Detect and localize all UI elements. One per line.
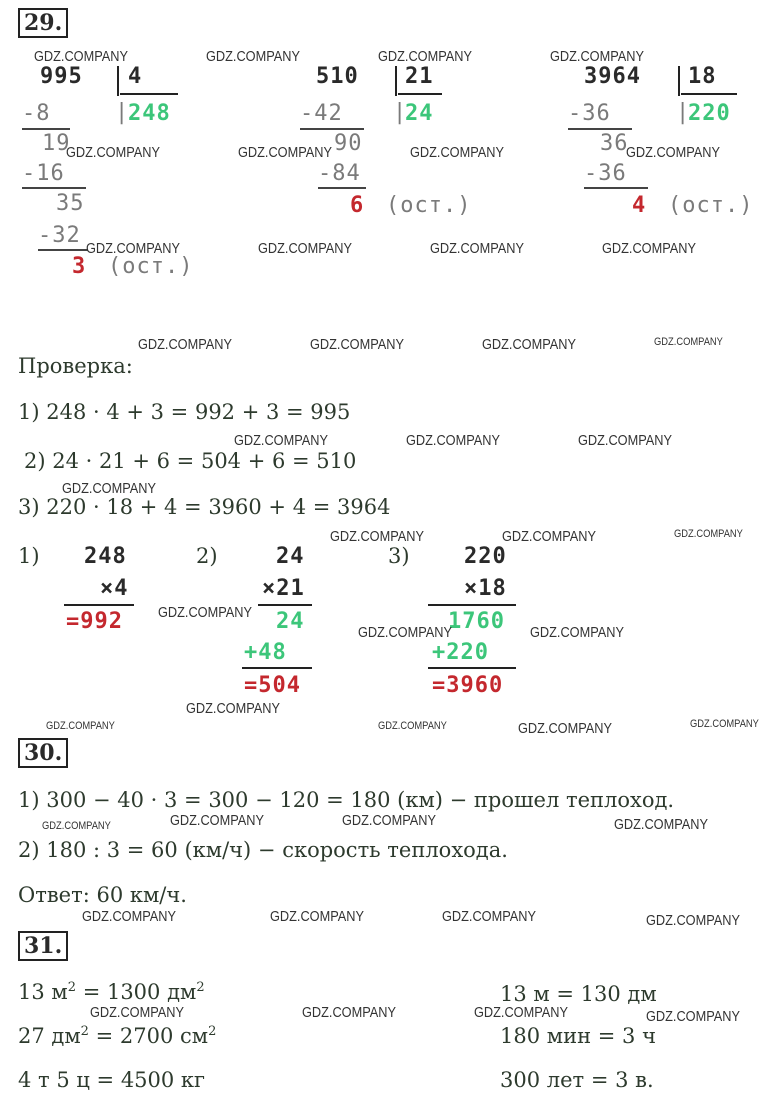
- watermark: GDZ.COMPANY: [530, 624, 624, 641]
- watermark: GDZ.COMPANY: [138, 336, 232, 353]
- watermark: GDZ.COMPANY: [62, 480, 156, 497]
- check-title: Проверка:: [18, 354, 133, 378]
- remainder: 4: [632, 193, 647, 218]
- subtrahend-2: -36: [584, 161, 627, 186]
- partial-product-1: 1760: [448, 609, 505, 634]
- watermark: GDZ.COMPANY: [158, 604, 252, 621]
- product: =3960: [432, 673, 504, 698]
- factor-a: 24: [276, 544, 305, 569]
- subtrahend-2: -16: [22, 161, 65, 186]
- factor-b: ×4: [100, 576, 129, 601]
- watermark: GDZ.COMPANY: [34, 48, 128, 65]
- product: =504: [244, 673, 301, 698]
- watermark: GDZ.COMPANY: [502, 528, 596, 545]
- subtrahend-1: -8: [22, 101, 51, 126]
- watermark: GDZ.COMPANY: [378, 720, 447, 732]
- quotient: 248: [128, 101, 171, 126]
- remainder-label: (ост.): [108, 254, 194, 279]
- check-line-1: 1) 248 · 4 + 3 = 992 + 3 = 995: [18, 400, 351, 424]
- remainder-step-1: 19: [42, 131, 71, 156]
- watermark: GDZ.COMPANY: [86, 240, 180, 257]
- watermark: GDZ.COMPANY: [206, 48, 300, 65]
- remainder: 3: [72, 254, 87, 279]
- watermark: GDZ.COMPANY: [46, 720, 115, 732]
- remainder-step-1: 36: [600, 131, 629, 156]
- product: =992: [66, 609, 123, 634]
- watermark: GDZ.COMPANY: [42, 820, 111, 832]
- watermark: GDZ.COMPANY: [654, 336, 723, 348]
- factor-a: 220: [464, 544, 507, 569]
- mult-label: 1): [18, 544, 40, 568]
- factor-b: ×21: [262, 576, 305, 601]
- watermark: GDZ.COMPANY: [66, 144, 160, 161]
- task-30-line-2: 2) 180 : 3 = 60 (км/ч) − скорость теплохода.: [18, 838, 508, 862]
- watermark: GDZ.COMPANY: [646, 1008, 740, 1025]
- watermark: GDZ.COMPANY: [358, 624, 452, 641]
- watermark: GDZ.COMPANY: [406, 432, 500, 449]
- dividend: 3964: [584, 64, 641, 89]
- watermark: GDZ.COMPANY: [378, 48, 472, 65]
- divisor: 18: [688, 64, 717, 89]
- subtrahend-1: -42: [300, 101, 343, 126]
- remainder-label: (ост.): [386, 193, 472, 218]
- task-31-right-3: 300 лет = 3 в.: [500, 1068, 654, 1092]
- partial-product-1: 24: [276, 609, 305, 634]
- dividend: 510: [316, 64, 359, 89]
- remainder: 6: [350, 193, 365, 218]
- watermark: GDZ.COMPANY: [474, 1004, 568, 1021]
- subtrahend-2: -84: [318, 161, 361, 186]
- watermark: GDZ.COMPANY: [674, 528, 743, 540]
- watermark: GDZ.COMPANY: [602, 240, 696, 257]
- watermark: GDZ.COMPANY: [482, 336, 576, 353]
- watermark: GDZ.COMPANY: [90, 1004, 184, 1021]
- subtrahend-1: -36: [568, 101, 611, 126]
- check-line-2: 2) 24 · 21 + 6 = 504 + 6 = 510: [24, 449, 357, 473]
- factor-b: ×18: [464, 576, 507, 601]
- divisor: 21: [405, 64, 434, 89]
- partial-product-2: +220: [432, 640, 489, 665]
- task-31-right-2: 180 мин = 3 ч: [500, 1024, 656, 1048]
- task-30-answer: Ответ: 60 км/ч.: [18, 883, 187, 907]
- mult-label: 2): [196, 544, 218, 568]
- watermark: GDZ.COMPANY: [302, 1004, 396, 1021]
- remainder-label: (ост.): [668, 193, 754, 218]
- watermark: GDZ.COMPANY: [578, 432, 672, 449]
- watermark: GDZ.COMPANY: [626, 144, 720, 161]
- watermark: GDZ.COMPANY: [550, 48, 644, 65]
- task-31-left-2: 27 $дм^2 = 2700$ $см^2$: [18, 1024, 217, 1048]
- check-line-3: 3) 220 · 18 + 4 = 3960 + 4 = 3964: [18, 495, 391, 519]
- watermark: GDZ.COMPANY: [342, 812, 436, 829]
- watermark: GDZ.COMPANY: [310, 336, 404, 353]
- task-30-line-1: 1) 300 − 40 · 3 = 300 − 120 = 180 (км) − прошел теплоход.: [18, 788, 675, 812]
- remainder-step-1: 90: [334, 131, 363, 156]
- watermark: GDZ.COMPANY: [614, 816, 708, 833]
- task-30-number: 30.: [18, 738, 68, 768]
- watermark: GDZ.COMPANY: [170, 812, 264, 829]
- quotient: 220: [688, 101, 731, 126]
- subtrahend-3: -32: [38, 223, 81, 248]
- watermark: GDZ.COMPANY: [258, 240, 352, 257]
- task-31-number: 31.: [18, 931, 68, 961]
- task-31-right-1: 13 м = 130 дм: [500, 982, 657, 1006]
- task-29-number: 29.: [18, 8, 68, 38]
- divisor: 4: [128, 64, 143, 89]
- watermark: GDZ.COMPANY: [442, 908, 536, 925]
- watermark: GDZ.COMPANY: [186, 700, 280, 717]
- watermark: GDZ.COMPANY: [270, 908, 364, 925]
- watermark: GDZ.COMPANY: [238, 144, 332, 161]
- dividend: 995: [40, 64, 83, 89]
- remainder-step-2: 35: [56, 191, 85, 216]
- quotient: 24: [405, 101, 434, 126]
- task-31-left-1: 13 $м^2 = 1300$ $дм^2$: [18, 980, 205, 1004]
- watermark: GDZ.COMPANY: [234, 432, 328, 449]
- watermark: GDZ.COMPANY: [646, 912, 740, 929]
- watermark: GDZ.COMPANY: [410, 144, 504, 161]
- watermark: GDZ.COMPANY: [82, 908, 176, 925]
- partial-product-2: +48: [244, 640, 287, 665]
- mult-label: 3): [388, 544, 410, 568]
- watermark: GDZ.COMPANY: [518, 720, 612, 737]
- watermark: GDZ.COMPANY: [330, 528, 424, 545]
- factor-a: 248: [84, 544, 127, 569]
- watermark: GDZ.COMPANY: [430, 240, 524, 257]
- watermark: GDZ.COMPANY: [690, 718, 759, 730]
- task-31-left-3: 4 т 5 ц = 4500 кг: [18, 1068, 206, 1092]
